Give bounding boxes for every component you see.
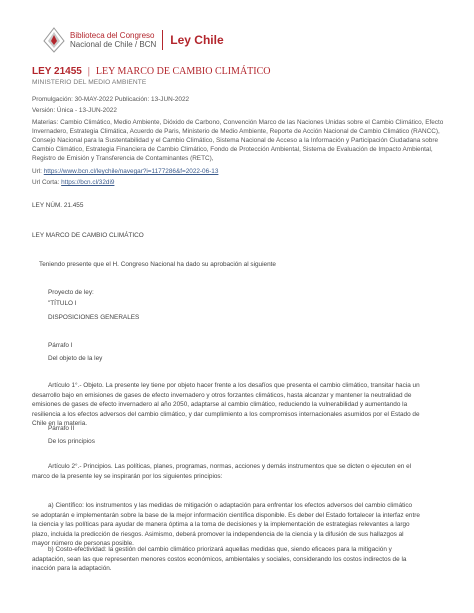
publicacion-label: Publicación: [114,96,150,103]
ministry-name: MINISTERIO DEL MEDIO AMBIENTE [32,79,147,86]
publicacion-date: 13-JUN-2022 [151,96,190,103]
url-line [32,167,452,176]
promulgacion-date: 30-MAY-2022 [74,96,114,103]
principios-heading: De los principios [48,438,95,445]
ley-chile-brand[interactable]: Ley Chile [170,33,224,47]
disposiciones-heading: DISPOSICIONES GENERALES [48,314,140,321]
short-url-link[interactable]: https://bcn.cl/32di9 [61,179,115,186]
bcn-logo-icon [42,27,66,53]
version-label: Versión: [32,107,56,114]
version-value: Única - 13-JUN-2022 [56,107,117,114]
law-title-heading: LEY MARCO DE CAMBIO CLIMÁTICO [32,232,144,239]
proyecto-label: Proyecto de ley: [48,289,94,296]
materias-list: Cambio Climático, Medio Ambiente, Dióxido de Carbono, Convención Marco de las Naciones Unidas sobre el Cambio Climático, Efecto Invernadero, Estrategia Climática, Acuerdo de Paris, Ministerio de Medio Ambiente, Reporte de Acción Nacional de Cambio Climático (RANCC), Consejo Nacional para la Sustentabilidad y el Cambio Climático, Sistema Nacional de Acceso a la Información y Participación Ciudadana sobre Cambio Climático, Estrategia Financiera de Cambio Climático, Fondo de Protección Ambiental, Sistema de Evaluación de Impacto Ambiental, Registro de Emisión y Transferencia de Contaminantes (RETC), [32,119,444,162]
parrafo2-heading: Párrafo II [48,425,75,432]
article-2-a: a) Científico: los instrumentos y las medidas de mitigación o adaptación para enfrentar los efectos adversos del cambio climático se adoptarán e implementarán sobre la base de la mejor información científica disponible. Es deber del Estado fortalecer la interfaz entre la ciencia y las políticas para ayudar de manera óptima a la toma de decisiones y la implementación de estrategias relevantes a largo plazo, incluida la predicción de riesgos. Asimismo, deberá promover la independencia de la ciencia y la difusión de sus hallazgos al mayor número de personas posible. [32,502,420,547]
intro-paragraph: Teniendo presente que el H. Congreso Nacional ha dado su aprobación al siguiente [39,261,276,268]
article-2-b: b) Costo-efectividad: la gestión del cambio climático priorizará aquellas medidas que, siendo eficaces para la mitigación y adaptación, sean las que representen menores costos económicos, ambientales y sociales, considerando los costos indirectos de la inacción para la adaptación. [32,546,407,572]
objeto-heading: Del objeto de la ley [48,355,103,362]
article-2: Artículo 2°.- Principios. Las políticas, planes, programas, normas, acciones y demás instrumentos que se dicten o ejecuten en el marco de la presente ley se inspirarán por los siguientes principios: [32,463,412,480]
logo-line1: Biblioteca del Congreso [70,31,155,40]
materias-label: Materias: [32,119,59,126]
law-number-heading: LEY NÚM. 21.455 [32,202,84,209]
bcn-logo-text [70,31,156,49]
article-1: Artículo 1°.- Objeto. La presente ley tiene por objeto hacer frente a los desafíos que presenta el cambio climático, transitar hacia un desarrollo bajo en emisiones de gases de efecto invernadero y otros forzantes climáticos, hasta alcanzar y mantener la neutralidad de emisiones de gases de efecto invernadero al año 2050, adaptarse al cambio climático, reduciendo la vulnerabilidad y aumentando la resiliencia a los efectos adversos del cambio climático, y dar cumplimiento a los compromisos internacionales asumidos por el Estado de Chile en la materia. [32,382,420,427]
law-title: LEY MARCO DE CAMBIO CLIMÁTICO [95,66,271,77]
site-header [42,24,224,56]
url-label: Url: [32,168,42,175]
dates-line [32,95,452,104]
materias-block [32,118,452,163]
law-title-row [32,66,271,77]
law-number: LEY 21455 [32,66,82,77]
parrafo1-heading: Párrafo I [48,342,73,349]
url-link[interactable]: https://www.bcn.cl/leychile/navegar?i=1177286&f=2022-06-13 [43,168,219,175]
version-line [32,106,452,115]
titulo-heading: "TÍTULO I [48,300,77,307]
logo-line2: Nacional de Chile / BCN [70,40,157,49]
title-separator: | [87,66,90,77]
short-url-label: Url Corta: [32,179,60,186]
promulgacion-label: Promulgación: [32,96,73,103]
short-url-line [32,178,452,187]
header-divider [162,30,163,50]
